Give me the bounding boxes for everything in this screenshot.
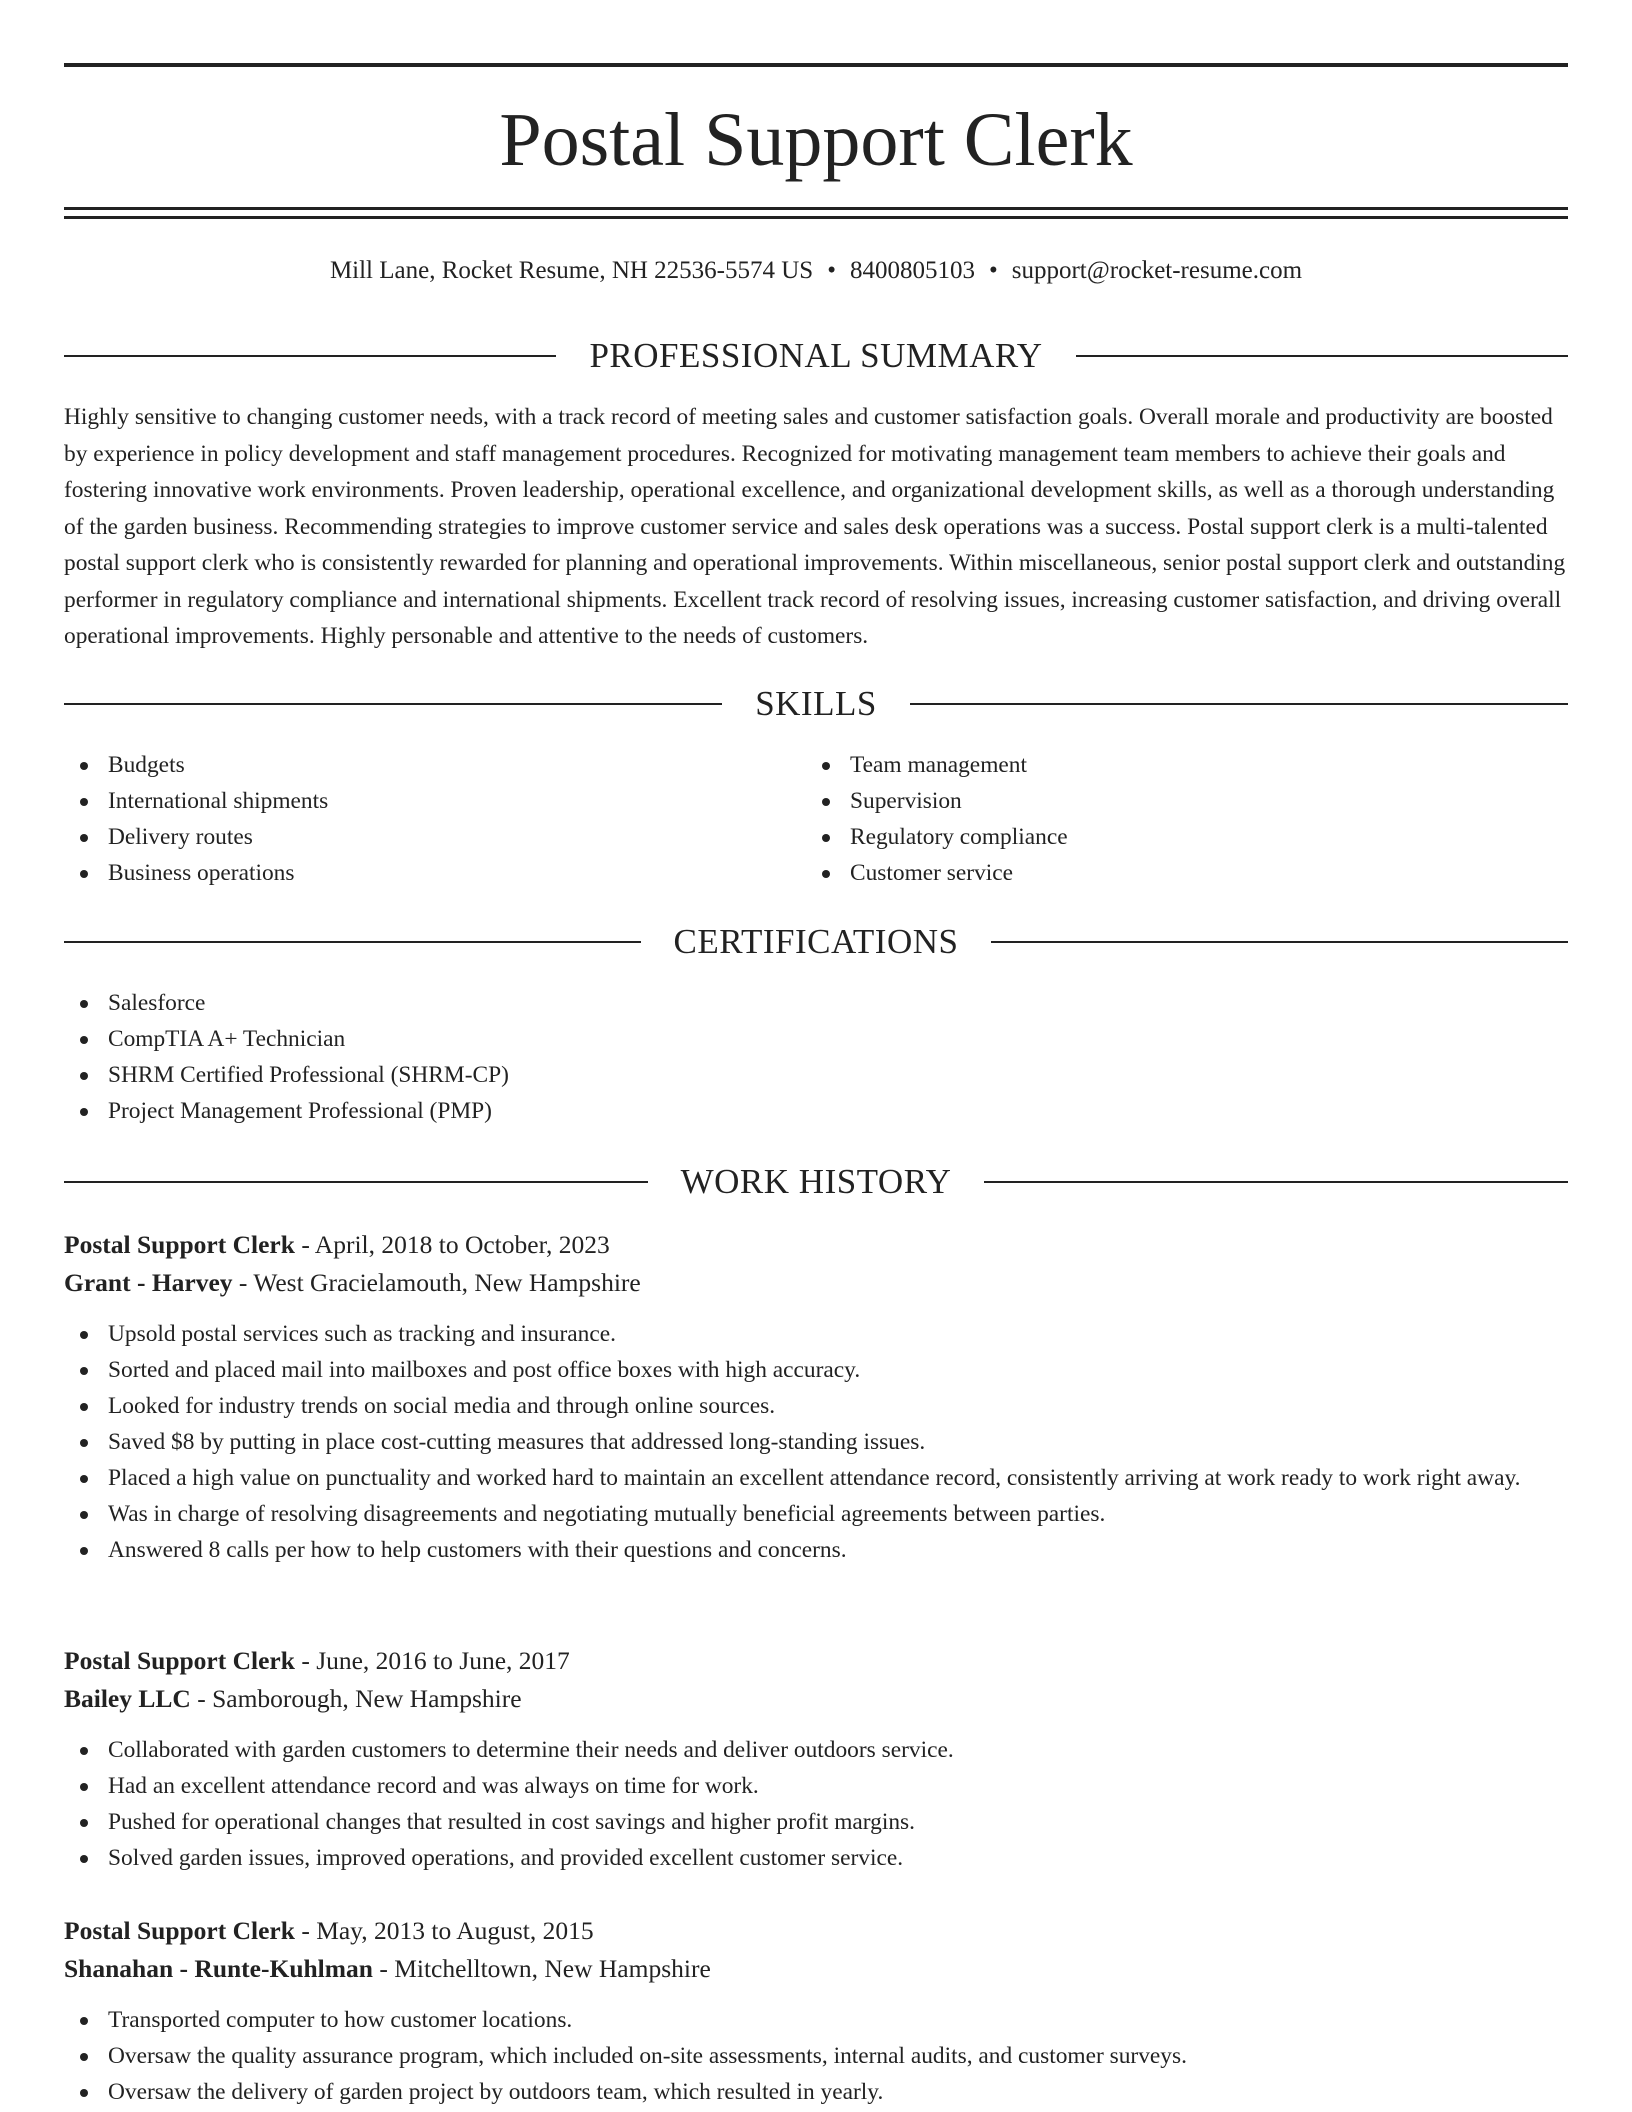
contact-address: Mill Lane, Rocket Resume, NH 22536-5574 US <box>329 257 814 284</box>
bullet-icon <box>80 1108 88 1116</box>
certification-label: Project Management Professional (PMP) <box>108 1098 492 1124</box>
job-bullet-text: Was in charge of resolving disagreements and negotiating mutually beneficial agreements between parties. <box>108 1501 1106 1527</box>
certification-label: CompTIA A+ Technician <box>108 1026 346 1052</box>
certifications-block <box>64 985 1568 1129</box>
job-bullet <box>64 2074 1568 2110</box>
certifications-list <box>64 985 1568 1129</box>
heading-rule-right <box>1076 355 1568 357</box>
work-history-heading <box>64 1160 1568 1204</box>
bullet-icon <box>80 762 88 770</box>
skill-item <box>806 819 1546 855</box>
job-bullet-text: Oversaw the delivery of garden project by outdoors team, which resulted in yearly. <box>108 2079 884 2105</box>
job-bullet <box>64 1768 1568 1804</box>
job-company-line: Grant - Harvey - West Gracielamouth, New Hampshire <box>64 1268 641 1297</box>
bullet-icon <box>822 798 830 806</box>
bullet-icon <box>80 1547 88 1555</box>
bullet-icon <box>80 2017 88 2025</box>
job-location: Mitchelltown, New Hampshire <box>394 1954 711 1983</box>
bullet-icon <box>80 2089 88 2097</box>
heading-rule-right <box>984 1181 1568 1183</box>
contact-email: support@rocket-resume.com <box>1011 257 1303 284</box>
job-title-line: Postal Support Clerk - June, 2016 to June, 2017 <box>64 1646 570 1675</box>
bullet-icon <box>822 834 830 842</box>
job-company: Shanahan - Runte-Kuhlman <box>64 1954 373 1983</box>
bullet-icon <box>80 1439 88 1447</box>
skill-label: Budgets <box>108 752 185 778</box>
summary-text: Highly sensitive to changing customer needs, with a track record of meeting sales and customer satisfaction goals. Overall morale and productivity are boosted by experience in policy development and staff management procedures. Recognized for motivating management team members to achieve their goals and fostering innovative work environments. Proven leadership, operational excellence, and organizational development skills, as well as a thorough understanding of the garden business. Recommending strategies to improve customer service and sales desk operations was a success. Postal support clerk is a multi-talented postal support clerk who is consistently rewarded for planning and operational improvements. Within miscellaneous, senior postal support clerk and outstanding performer in regulatory compliance and international shipments. Excellent track record of resolving issues, increasing customer satisfaction, and driving overall operational improvements. Highly personable and attentive to the needs of customers. <box>64 404 1566 649</box>
double-rule <box>64 207 1568 219</box>
skill-item <box>806 783 1546 819</box>
skills-list-right <box>806 747 1546 891</box>
contact-line <box>64 254 1568 288</box>
resume-name: Postal Support Clerk <box>499 98 1133 182</box>
bullet-icon <box>80 1000 88 1008</box>
job-bullet-text: Saved $8 by putting in place cost-cutting measures that addressed long-standing issues. <box>108 1429 926 1455</box>
job-location: West Gracielamouth, New Hampshire <box>253 1268 641 1297</box>
skills-list-left <box>64 747 804 891</box>
skill-label: International shipments <box>108 788 329 814</box>
job-bullet-text: Had an excellent attendance record and was always on time for work. <box>108 1773 759 1799</box>
job-company: Bailey LLC <box>64 1684 191 1713</box>
job-bullet <box>64 2002 1568 2038</box>
bullet-icon <box>80 798 88 806</box>
skill-item <box>806 855 1546 891</box>
job-bullet-text: Looked for industry trends on social media and through online sources. <box>108 1393 776 1419</box>
job-title: Postal Support Clerk <box>64 1230 295 1259</box>
summary-title: PROFESSIONAL SUMMARY <box>589 336 1043 375</box>
job-location: Samborough, New Hampshire <box>212 1684 522 1713</box>
summary-heading <box>64 334 1568 378</box>
job-bullets <box>64 2002 1568 2110</box>
job-bullet <box>64 1804 1568 1840</box>
bullet-icon <box>80 1855 88 1863</box>
job-bullet <box>64 1352 1568 1388</box>
certifications-heading <box>64 920 1568 964</box>
skill-item <box>806 747 1546 783</box>
skill-label: Supervision <box>850 788 962 814</box>
bullet-icon <box>80 2053 88 2061</box>
heading-rule-left <box>64 1181 648 1183</box>
skill-item <box>64 855 804 891</box>
job-bullet-text: Answered 8 calls per how to help customers with their questions and concerns. <box>108 1537 847 1563</box>
job-bullet <box>64 1316 1568 1352</box>
job-bullet <box>64 1532 1568 1568</box>
job-bullet <box>64 1732 1568 1768</box>
bullet-icon <box>80 1331 88 1339</box>
bullet-icon <box>80 1511 88 1519</box>
top-rule <box>64 63 1568 67</box>
skills-heading <box>64 682 1568 726</box>
job-dates: April, 2018 to October, 2023 <box>314 1230 610 1259</box>
contact-phone: 8400805103 <box>849 257 975 284</box>
job-bullet <box>64 1496 1568 1532</box>
job-bullet <box>64 1388 1568 1424</box>
job-bullets <box>64 1316 1568 1568</box>
job-dates: May, 2013 to August, 2015 <box>316 1916 594 1945</box>
heading-rule-right <box>910 703 1568 705</box>
bullet-icon <box>80 1475 88 1483</box>
job-entry <box>64 1226 1568 1568</box>
job-bullet <box>64 1840 1568 1876</box>
job-bullet-text: Solved garden issues, improved operations, and provided excellent customer service. <box>108 1845 904 1871</box>
bullet-icon <box>80 1367 88 1375</box>
job-bullet <box>64 1424 1568 1460</box>
heading-rule-left <box>64 355 556 357</box>
job-company-line: Shanahan - Runte-Kuhlman - Mitchelltown, New Hampshire <box>64 1954 711 1983</box>
job-dates: June, 2016 to June, 2017 <box>316 1646 570 1675</box>
contact-separator: • <box>988 257 998 284</box>
job-bullet-text: Placed a high value on punctuality and worked hard to maintain an excellent attendance record, consistently arriving at work ready to work right away. <box>108 1465 1521 1491</box>
job-company-line: Bailey LLC - Samborough, New Hampshire <box>64 1684 522 1713</box>
job-bullet-text: Sorted and placed mail into mailboxes and post office boxes with high accuracy. <box>108 1357 861 1383</box>
skills-column-right <box>806 747 1546 891</box>
skill-item <box>64 819 804 855</box>
contact-separator: • <box>827 257 836 284</box>
job-entry <box>64 1642 1568 1876</box>
certification-item <box>64 985 1568 1021</box>
job-title-line: Postal Support Clerk - May, 2013 to August, 2015 <box>64 1916 594 1945</box>
certification-item <box>64 1093 1568 1129</box>
bullet-icon <box>80 1747 88 1755</box>
job-bullet-text: Upsold postal services such as tracking and insurance. <box>108 1321 616 1347</box>
bullet-icon <box>822 870 830 878</box>
job-bullet-text: Oversaw the quality assurance program, which included on-site assessments, internal audits, and customer surveys. <box>108 2043 1187 2069</box>
heading-rule-right <box>991 941 1568 943</box>
skills-column-left <box>64 747 804 891</box>
skills-title: SKILLS <box>755 684 877 723</box>
certification-item <box>64 1057 1568 1093</box>
skill-label: Team management <box>850 752 1027 778</box>
job-bullets <box>64 1732 1568 1876</box>
bullet-icon <box>80 1036 88 1044</box>
work-history-title: WORK HISTORY <box>680 1162 952 1201</box>
job-bullet <box>64 2038 1568 2074</box>
job-bullet <box>64 1460 1568 1496</box>
job-company: Grant - Harvey <box>64 1268 233 1297</box>
skill-item <box>64 783 804 819</box>
bullet-icon <box>80 834 88 842</box>
certification-label: Salesforce <box>108 990 206 1016</box>
job-title: Postal Support Clerk <box>64 1916 295 1945</box>
certification-item <box>64 1021 1568 1057</box>
job-bullet-text: Pushed for operational changes that resulted in cost savings and higher profit margins. <box>108 1809 916 1835</box>
bullet-icon <box>80 1072 88 1080</box>
skill-label: Business operations <box>108 860 295 886</box>
bullet-icon <box>80 1783 88 1791</box>
bullet-icon <box>80 1819 88 1827</box>
bullet-icon <box>822 762 830 770</box>
bullet-icon <box>80 1403 88 1411</box>
certification-label: SHRM Certified Professional (SHRM-CP) <box>108 1062 509 1088</box>
skill-item <box>64 747 804 783</box>
skill-label: Customer service <box>850 860 1014 886</box>
heading-rule-left <box>64 941 641 943</box>
certifications-title: CERTIFICATIONS <box>673 922 959 961</box>
skill-label: Regulatory compliance <box>850 824 1068 850</box>
heading-rule-left <box>64 703 722 705</box>
job-title: Postal Support Clerk <box>64 1646 295 1675</box>
bullet-icon <box>80 870 88 878</box>
job-bullet-text: Collaborated with garden customers to determine their needs and deliver outdoors service. <box>108 1737 954 1763</box>
job-bullet-text: Transported computer to how customer locations. <box>108 2007 573 2033</box>
skill-label: Delivery routes <box>108 824 253 850</box>
job-entry <box>64 1912 1568 2110</box>
job-title-line: Postal Support Clerk - April, 2018 to October, 2023 <box>64 1230 610 1259</box>
